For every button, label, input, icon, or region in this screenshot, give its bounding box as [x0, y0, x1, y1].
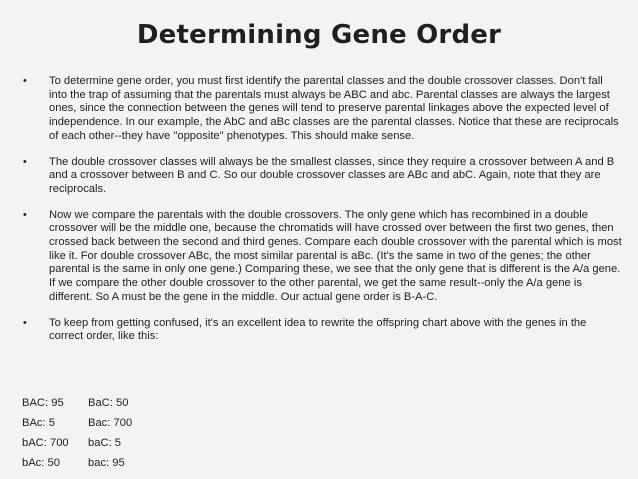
offspring-chart-row	[22, 453, 208, 473]
offspring-class: bac: 95	[88, 457, 125, 469]
bullet-item	[22, 209, 622, 305]
bullet-dot-icon: •	[23, 155, 27, 168]
bullet-dot-icon: •	[23, 75, 27, 87]
bullet-dot-icon: •	[23, 208, 27, 221]
offspring-chart-row	[22, 393, 208, 413]
offspring-chart-row	[22, 433, 208, 453]
slide-title: Determining Gene Order	[136, 20, 502, 50]
bullet-dot-icon: •	[23, 316, 27, 329]
bullet-item	[22, 156, 622, 197]
offspring-class: BaC: 50	[88, 397, 129, 409]
offspring-class: BAC: 95	[22, 397, 64, 409]
bullet-text: To keep from getting confused, it's an excellent idea to rewrite the offspring chart above with the genes in the correct order, like this:	[49, 316, 587, 343]
bullet-item	[22, 317, 622, 344]
offspring-class: bAC: 700	[22, 437, 69, 449]
offspring-class: baC: 5	[88, 437, 121, 449]
bullet-item	[22, 75, 622, 144]
bullet-text: The double crossover classes will always be the smallest classes, since they require a crossover between A and B and a crossover between B and C. So our double crossover classes are ABc and abC. Again, note that they are reciprocals.	[49, 155, 615, 195]
offspring-class: bAc: 50	[22, 457, 60, 469]
offspring-class: BAc: 5	[22, 417, 55, 429]
offspring-chart	[22, 393, 208, 473]
bullet-text: To determine gene order, you must first identify the parental classes and the double crossover classes. Don't fall into the trap of assuming that the parentals must always be ABC and abc. Parental classes are always the largest ones, since the connection between the genes will tend to preserve parental linkages above the expected level of independence. In our example, the AbC and aBc classes are the parental classes. Notice that these are reciprocals of each other--they have "opposite" phenotypes. This should make sense.	[49, 75, 619, 142]
offspring-chart-row	[22, 413, 208, 433]
bullet-list	[22, 75, 622, 356]
bullet-text: Now we compare the parentals with the double crossovers. The only gene which has recombined in a double crossover will be the middle one, because the chromatids will have crossed over between the first two genes, then crossed back between the second and third genes. Compare each double crossover with the parental which is most like it. For double crossover ABc, the most similar parental is aBc. (It's the same in two of the genes; the other parental is the same in only one gene.) Comparing these, we see that the only gene that is different is the A/a gene. If we compare the other double crossover to the other parental, we get the same result--only the A/a gene is different. So A must be the gene in the middle. Our actual gene order is B-A-C.	[49, 208, 622, 303]
offspring-class: Bac: 700	[88, 417, 133, 429]
